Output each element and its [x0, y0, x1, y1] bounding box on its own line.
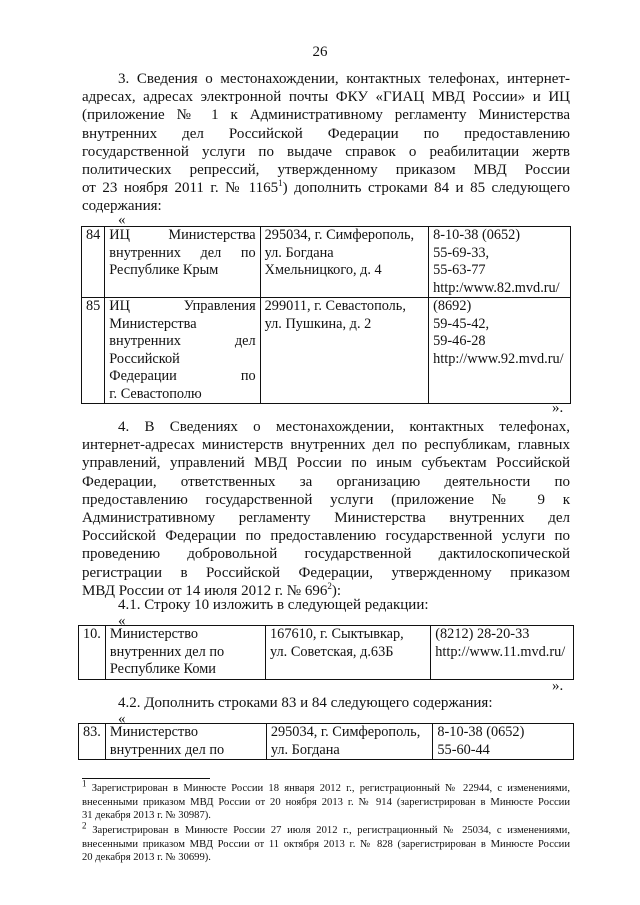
text-line: внутренних дел Российской Федерации по предоставлению	[82, 125, 570, 142]
text-line: проведению добровольной государственной дактилоскопической	[82, 546, 570, 563]
cell-text: внутренних дел по	[109, 643, 225, 660]
footnote-ref: 1	[278, 178, 283, 189]
text-line: предоставлению государственной услуги (приложение № 9 к	[82, 491, 570, 508]
close-quote: ».	[552, 400, 564, 416]
cell-text: 55-60-44	[437, 741, 490, 758]
text-fragment: МВД России от 14 июля 2012 г. № 696	[82, 582, 328, 599]
close-quote: ».	[552, 678, 564, 694]
cell-text: 8-10-38 (0652)	[437, 724, 525, 740]
cell-text: ИЦ Управления	[109, 298, 256, 314]
footnote-separator	[82, 778, 210, 779]
cell-text: 83.	[83, 724, 101, 740]
text-fragment: Зарегистрирован в Минюсте России 27 июля 2012 г., регистрационный № 25034, с изменениями,	[92, 825, 570, 836]
cell-text: г. Севастополю	[109, 385, 202, 402]
table-row	[82, 298, 571, 404]
cell-text: 85	[86, 298, 101, 314]
address-cell	[260, 227, 428, 298]
footnote-line: 20 декабря 2013 г. № 30699).	[82, 852, 211, 864]
footnote-mark: 2	[82, 820, 87, 831]
contacts-cell	[429, 298, 571, 404]
table-row	[79, 626, 574, 680]
text-line-with-footnote	[82, 179, 570, 197]
text-line: 4.2. Дополнить строками 83 и 84 следующего содержания:	[118, 695, 493, 711]
cell-text: 295034, г. Симферополь,	[270, 724, 421, 740]
text-line: Российской Федерации по предоставлению государственной услуги по	[82, 528, 570, 545]
row-number	[79, 724, 106, 760]
organization-cell	[105, 227, 260, 298]
cell-text: 167610, г. Сыктывкар,	[270, 626, 404, 642]
cell-text: ул. Пушкина, д. 2	[264, 315, 372, 332]
cell-text: ул. Советская, д.63Б	[270, 643, 394, 660]
text-line: адресах, адресах электронной почты ФКУ «ГИАЦ МВД России» и ИЦ	[82, 89, 570, 106]
text-line: регистрации в Российской Федерации, утвержденному приказом	[82, 564, 570, 581]
text-line: 4. В Сведениях о местонахождении, контактных телефонах,	[118, 419, 570, 435]
cell-text: Федерации по	[109, 368, 256, 384]
footnote-1	[82, 778, 570, 823]
cell-text: 59-46-28	[433, 333, 486, 349]
footnote-2	[82, 820, 570, 865]
text-line: интернет-адресах министерств внутренних дел по республикам, главных	[82, 437, 570, 454]
cell-text: ИЦ Министерства	[109, 227, 256, 243]
section-3-paragraph	[82, 70, 570, 216]
cell-text: внутренних дел по	[109, 741, 225, 758]
row-number	[79, 626, 106, 680]
organization-cell	[105, 626, 265, 680]
cell-text: Министерства	[109, 315, 197, 332]
text-fragment: от 23 ноября 2011 г. № 1165	[82, 180, 279, 197]
cell-text: 59-45-42,	[433, 315, 490, 332]
row-number	[82, 298, 105, 404]
section-4-2	[82, 694, 570, 712]
text-line: 3. Сведения о местонахождении, контактных телефонах, интернет-	[118, 71, 570, 87]
text-line: управлений, управлений МВД России по иным субъектам Российской	[82, 455, 570, 472]
text-fragment: Зарегистрирован в Минюсте России 18 января 2012 г., регистрационный № 22944, с изменениями,	[91, 783, 570, 794]
cell-text: 8-10-38 (0652)	[433, 227, 521, 243]
footnote-line	[82, 778, 570, 796]
address-cell	[266, 626, 431, 680]
row-number	[82, 227, 105, 298]
text-fragment: ) дополнить строками 84 и 85 следующего	[282, 180, 570, 197]
text-line: Федерации, ответственных за организацию деятельности по	[82, 473, 570, 490]
text-line: политических репрессий, утвержденному приказом МВД России	[82, 161, 570, 178]
text-line: Административному регламенту Министерства внутренних дел	[82, 509, 570, 526]
cell-text: (8692)	[433, 298, 472, 314]
cell-text: 84	[86, 227, 101, 243]
contacts-cell	[431, 626, 574, 680]
table-row-83	[78, 723, 574, 760]
table-row	[82, 227, 571, 298]
open-quote: «	[118, 212, 126, 228]
cell-text: 55-63-77	[433, 262, 486, 278]
cell-text: ул. Богдана	[264, 244, 334, 261]
cell-text: (8212) 28-20-33	[435, 626, 530, 642]
cell-text: Республике Коми	[109, 661, 216, 677]
address-cell	[266, 724, 433, 760]
footnote-line: внесенными приказом МВД России от 11 октября 2013 г. № 828 (зарегистрирован в Минюсте России	[82, 838, 570, 850]
cell-text: ул. Богдана	[270, 741, 340, 758]
cell-text: Хмельницкого, д. 4	[264, 262, 382, 278]
section-4-1	[82, 596, 570, 614]
footnote-ref: 2	[327, 580, 332, 591]
cell-text: 55-69-33,	[433, 244, 490, 261]
table-row-10	[78, 625, 574, 680]
open-quote: «	[118, 613, 126, 629]
cell-text: Российской	[109, 350, 180, 367]
open-quote: «	[118, 711, 126, 727]
footnote-line: 31 декабря 2013 г. № 30987).	[82, 810, 211, 822]
cell-text: Министерство	[109, 724, 199, 740]
cell-text: http://www.11.mvd.ru/	[435, 643, 566, 660]
table-84-85	[81, 226, 571, 404]
text-line: 4.1. Строку 10 изложить в следующей редакции:	[118, 597, 429, 613]
cell-text: 10.	[83, 626, 101, 642]
footnote-line: внесенными приказом МВД России от 20 ноября 2013 г. № 914 (зарегистрирован в Минюсте России	[82, 796, 570, 808]
cell-text: внутренних дел по	[109, 244, 256, 261]
cell-text: 295034, г. Симферополь,	[264, 227, 415, 243]
text-fragment: ):	[331, 582, 342, 599]
section-4-paragraph	[82, 418, 570, 600]
contacts-cell	[429, 227, 571, 298]
cell-text: внутренних дел	[109, 333, 256, 349]
text-line: государственной услуги по выдаче справок о реабилитации жертв	[82, 143, 570, 160]
organization-cell	[105, 298, 260, 404]
address-cell	[260, 298, 428, 404]
organization-cell	[105, 724, 266, 760]
text-line: (приложение № 1 к Административному регламенту Министерства	[82, 107, 570, 124]
footnote-mark: 1	[82, 778, 87, 789]
cell-text: 299011, г. Севастополь,	[264, 298, 406, 314]
cell-text: http://www.92.mvd.ru/	[433, 350, 564, 367]
footnote-line	[82, 820, 570, 838]
page-number: 26	[312, 44, 328, 60]
contacts-cell	[433, 724, 574, 760]
table-row	[79, 724, 574, 760]
cell-text: Министерство	[109, 626, 199, 642]
cell-text: http:/www.82.mvd.ru/	[433, 279, 560, 296]
text-line: содержания:	[82, 198, 162, 215]
cell-text: Республике Крым	[109, 262, 219, 278]
